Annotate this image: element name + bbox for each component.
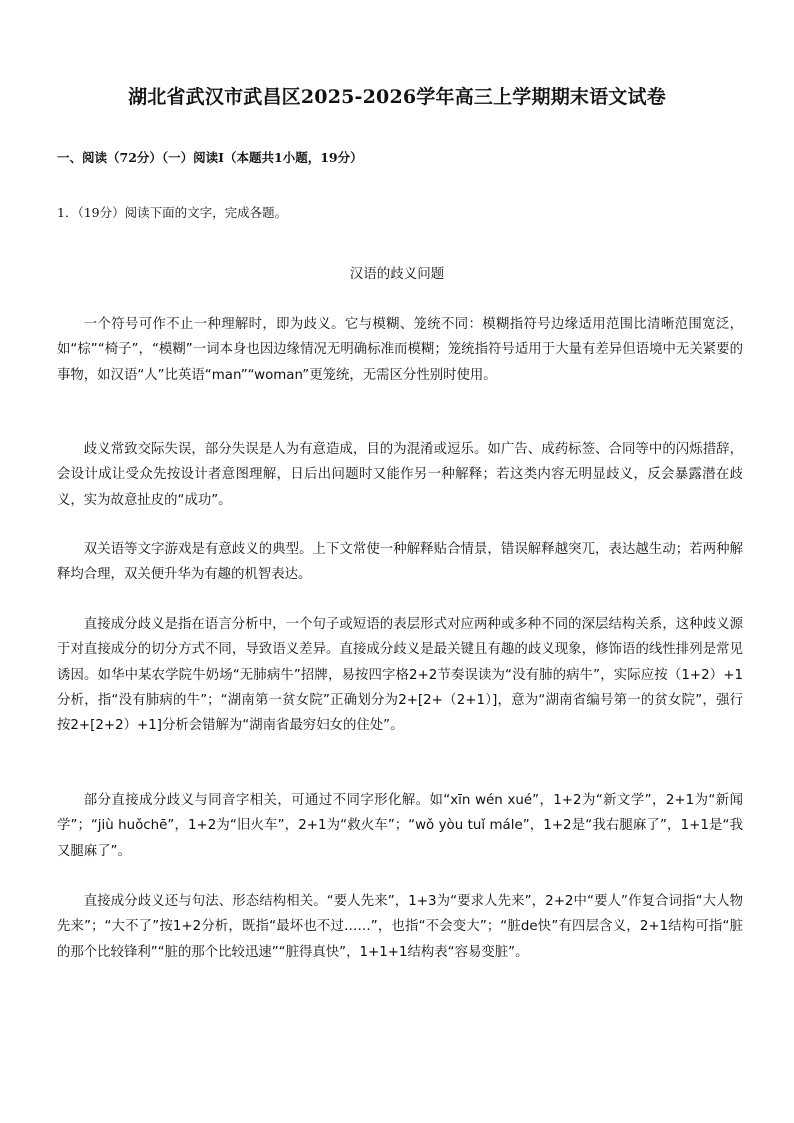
paragraph-5: 部分直接成分歧义与同音字相关，可通过不同字形化解。如“xīn wén xué”，1+2为“新文学”，2+1为“新闻学”；“jiù huǒchē”，1+2为“旧火车”，2+1为“救火车”；“wǒ yòu tuǐ mále”，1+2是“我右腿麻了”，1+1是“我又腿麻了”。 <box>57 793 743 859</box>
question-prompt: 1．（19分）阅读下面的文字，完成各题。 <box>57 205 288 220</box>
paragraph-3: 双关语等文字游戏是有意歧义的典型。上下文常使一种解释贴合情景，错误解释越突兀，表达越生动；若两种解释均合理，双关便升华为有趣的机智表达。 <box>57 542 743 583</box>
section-heading: 一、阅读（72分）（一）阅读Ⅰ（本题共1小题，19分） <box>57 150 363 165</box>
article-title: 汉语的歧义问题 <box>349 266 445 282</box>
paragraph-4: 直接成分歧义是指在语言分析中，一个句子或短语的表层形式对应两种或多种不同的深层结构关系，这种歧义源于对直接成分的切分方式不同，导致语义差异。直接成分歧义是最关键且有趣的歧义现象，修饰语的线性排列是常见诱因。如华中某农学院牛奶场“无肺病牛”招牌，易按四字格2+2节奏误读为“没有肺的病牛”，实际应按（1+2）+1分析，指“没有肺病的牛”；“湖南第一贫女院”正确划分为2+[2+（2+1）]，意为“湖南省编号第一的贫女院”，强行按2+[2+2）+1]分析会错解为“湖南省最穷妇女的住处”。 <box>57 617 743 734</box>
paragraph-1: 一个符号可作不止一种理解时，即为歧义。它与模糊、笼统不同：模糊指符号边缘适用范围比清晰范围宽泛，如“棕”“椅子”，“模糊”一词本身也因边缘情况无明确标准而模糊；笼统指符号适用于大量有差异但语境中无关紧要的事物，如汉语“人”比英语“man”“woman”更笼统，无需区分性别时使用。 <box>57 317 743 383</box>
paragraph-6: 直接成分歧义还与句法、形态结构相关。“要人先来”，1+3为“要求人先来”，2+2中“要人”作复合词指“大人物先来”；“大不了”按1+2分析，既指“最坏也不过……”，也指“不会变大”；“脏de快”有四层含义，2+1结构可指“脏的那个比较锋利”“脏的那个比较迅速”“脏得真快”，1+1+1结构表“容易变脏”。 <box>57 894 743 960</box>
exam-title: 湖北省武汉市武昌区2025-2026学年高三上学期期末语文试卷 <box>128 86 666 108</box>
paragraph-2: 歧义常致交际失误，部分失误是人为有意造成，目的为混淆或逗乐。如广告、成药标签、合同等中的闪烁措辞，会设计成让受众先按设计者意图理解，日后出问题时又能作另一种解释；若这类内容无明显歧义，反会暴露潜在歧义，实为故意扯皮的“成功”。 <box>57 442 743 508</box>
